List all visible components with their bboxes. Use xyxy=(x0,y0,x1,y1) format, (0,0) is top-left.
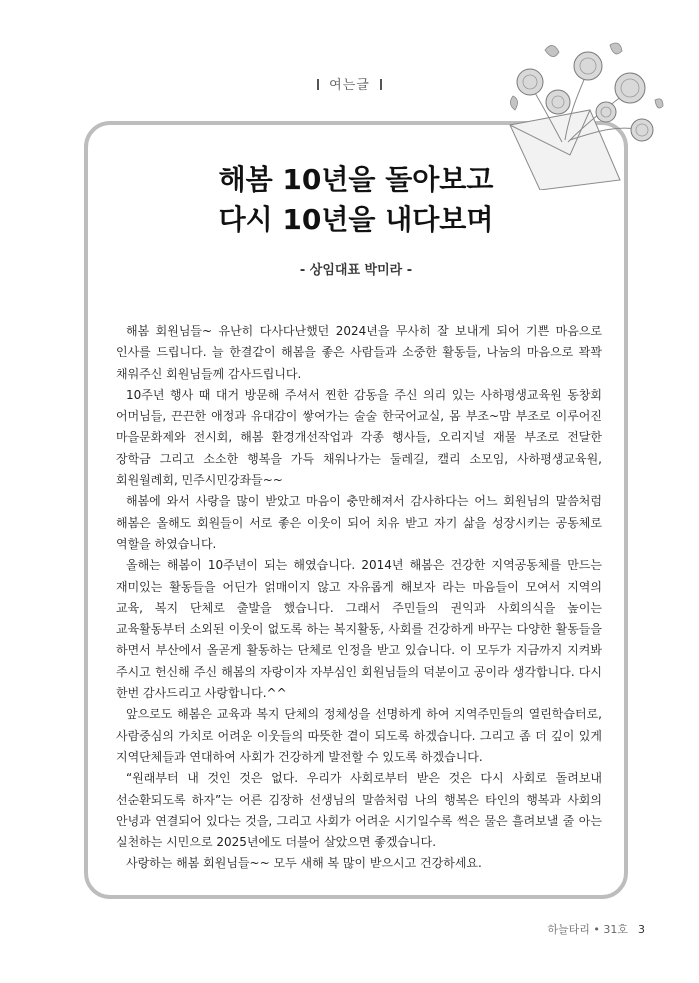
paragraph: 올해는 해봄이 10주년이 되는 해였습니다. 2014년 해봄은 건강한 지역공동체를 만드는 재미있는 활동들을 어딘가 얽매이지 않고 자유롭게 해보자 라는 마음들이 모여서 지역의 교육, 복지 단체로 출발을 했습니다. 그래서 주민들의 권익과 사회의식을 높이는 교육활동부터 소외된 이웃이 없도록 하는 복지활동, 사회를 건강하게 바꾸는 다양한 활동들을 하면서 부산에서 올곧게 활동하는 단체로 인정을 받고 있습니다. 이 모두가 지금까지 지켜봐 주시고 헌신해 주신 해봄의 자랑이자 자부심인 회원님들의 덕분이고 공이라 생각합니다. 다시 한번 감사드리고 사랑합니다.^^ xyxy=(116,558,602,701)
article-body xyxy=(116,321,602,875)
author-byline: - 상임대표 박미라 - xyxy=(299,263,413,278)
publication-name: 하늘타리 • 31호 xyxy=(547,923,628,936)
paragraph: “원래부터 내 것인 것은 없다. 우리가 사회로부터 받은 것은 다시 사회로 돌려보내 선순환되도록 하자”는 어른 김장하 선생님의 말씀처럼 나의 행복은 타인의 행복과 사회의 안녕과 연결되어 있다는 것을, 그리고 사회가 어려운 시기일수록 썩은 물은 흘려보낼 줄 아는 실천하는 시민으로 2025년에도 더불어 살았으면 좋겠습니다. xyxy=(116,771,602,850)
label-bar-left xyxy=(317,79,319,90)
title-line-1: 해봄 10년을 돌아보고 xyxy=(218,163,494,196)
page-number: 3 xyxy=(638,923,645,936)
paragraph: 사랑하는 해봄 회원님들~~ 모두 새해 복 많이 받으시고 건강하세요. xyxy=(126,856,482,871)
paragraph: 해봄에 와서 사랑을 많이 받았고 마음이 충만해져서 감사하다는 어느 회원님의 말씀처럼 해봄은 올해도 회원들이 서로 좋은 이웃이 되어 치유 받고 자기 삶을 성장시키는 공동체로 역할을 하였습니다. xyxy=(116,494,602,551)
section-label-text: 여는글 xyxy=(329,78,370,93)
article-title xyxy=(84,160,628,240)
paragraph: 10주년 행사 때 대거 방문해 주셔서 찐한 감동을 주신 의리 있는 사하평생교육원 동창회 어머님들, 끈끈한 애정과 유대감이 쌓여가는 술술 한국어교실, 몸 부조~맘 부조로 이루어진 마을문화제와 전시회, 해봄 환경개선작업과 각종 행사들, 오리지널 재물 부조로 전달한 장학금 그리고 소소한 행복을 가득 채워나가는 둘레길, 캘리 소모임, 사하평생교육원, 회원월례회, 민주시민강좌들~~ xyxy=(116,387,602,488)
paragraph: 해봄 회원님들~ 유난히 다사다난했던 2024년을 무사히 잘 보내게 되어 기쁜 마음으로 인사를 드립니다. 늘 한결같이 해봄을 좋은 사람들과 소중한 활동들, 나눔의 마음으로 꽉꽉 채워주신 회원님들께 감사드립니다. xyxy=(116,324,602,381)
title-line-2: 다시 10년을 내다보며 xyxy=(218,203,494,236)
page-footer xyxy=(547,921,645,937)
label-bar-right xyxy=(380,79,382,90)
paragraph: 앞으로도 해봄은 교육과 복지 단체의 정체성을 선명하게 하여 지역주민들의 열린학습터로, 사람중심의 가치로 어려운 이웃들의 따뜻한 곁이 되도록 하겠습니다. 그리고 좀 더 깊이 있게 지역단체들과 연대하여 사회가 건강하게 발전할 수 있도록 하겠습니다. xyxy=(116,707,602,764)
